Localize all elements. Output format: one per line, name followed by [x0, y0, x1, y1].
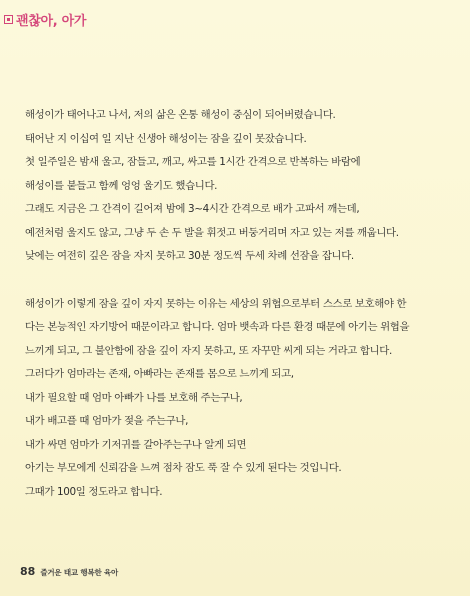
text-line: 해성이를 붙들고 함께 엉엉 울기도 했습니다. — [25, 179, 218, 192]
text-line: 그래도 지금은 그 간격이 길어져 밤에 3~4시간 간격으로 배가 고파서 깨는데, — [25, 203, 360, 215]
text-line: 예전처럼 울지도 않고, 그냥 두 손 두 발을 휘젓고 버둥거리며 자고 있는 저를 깨웁니다. — [25, 226, 399, 239]
text-line: 태어난 지 이십여 일 지난 신생아 해성이는 잠을 깊이 못잤습니다. — [25, 132, 307, 145]
section-header — [4, 10, 86, 29]
square-bullet-icon — [4, 15, 13, 24]
text-line: 그때가 100일 정도라고 합니다. — [25, 485, 163, 498]
text-line: 느끼게 되고, 그 불안함에 잠을 깊이 자지 못하고, 또 자꾸만 씨게 되는 거라고 합니다. — [25, 344, 392, 357]
text-line: 해성이가 이렇게 잠을 깊이 자지 못하는 이유는 세상의 위협으로부터 스스로 보호해야 한 — [25, 297, 407, 310]
text-line: 첫 일주일은 밤새 울고, 잠들고, 깨고, 싸고를 1시간 간격으로 반복하는 바람에 — [25, 156, 361, 168]
text-line: 다는 본능적인 자기방어 때문이라고 합니다. 엄마 뱃속과 다른 환경 때문에 아기는 위협을 — [25, 321, 410, 333]
text-line: 아기는 부모에게 신뢰감을 느껴 점차 잠도 푹 잘 수 있게 된다는 것입니다. — [25, 462, 342, 474]
text-line: 내가 배고플 때 엄마가 젖을 주는구나, — [25, 415, 189, 427]
book-title: 즐거운 태교 행복한 육아 — [40, 568, 118, 577]
paragraph-gap — [25, 269, 461, 293]
text-line: 그러다가 엄마라는 존재, 아빠라는 존재를 몸으로 느끼게 되고, — [25, 368, 294, 380]
page-footer — [20, 565, 118, 578]
paragraph-2 — [25, 293, 461, 505]
section-title: 괜찮아, 아가 — [16, 14, 87, 29]
text-line: 해성이가 태어나고 나서, 저의 삶은 온통 해성이 중심이 되어버렸습니다. — [25, 109, 336, 121]
page-number: 88 — [20, 565, 36, 578]
text-line: 내가 싸면 엄마가 기저귀를 갈아주는구나 알게 되면 — [25, 438, 247, 451]
text-line: 낮에는 여전히 깊은 잠을 자지 못하고 30분 정도씩 두세 차례 선잠을 잡니다. — [25, 250, 354, 262]
body-text — [25, 104, 461, 504]
paragraph-1 — [25, 104, 461, 269]
text-line: 내가 필요할 때 엄마 아빠가 나를 보호해 주는구나, — [25, 391, 243, 404]
